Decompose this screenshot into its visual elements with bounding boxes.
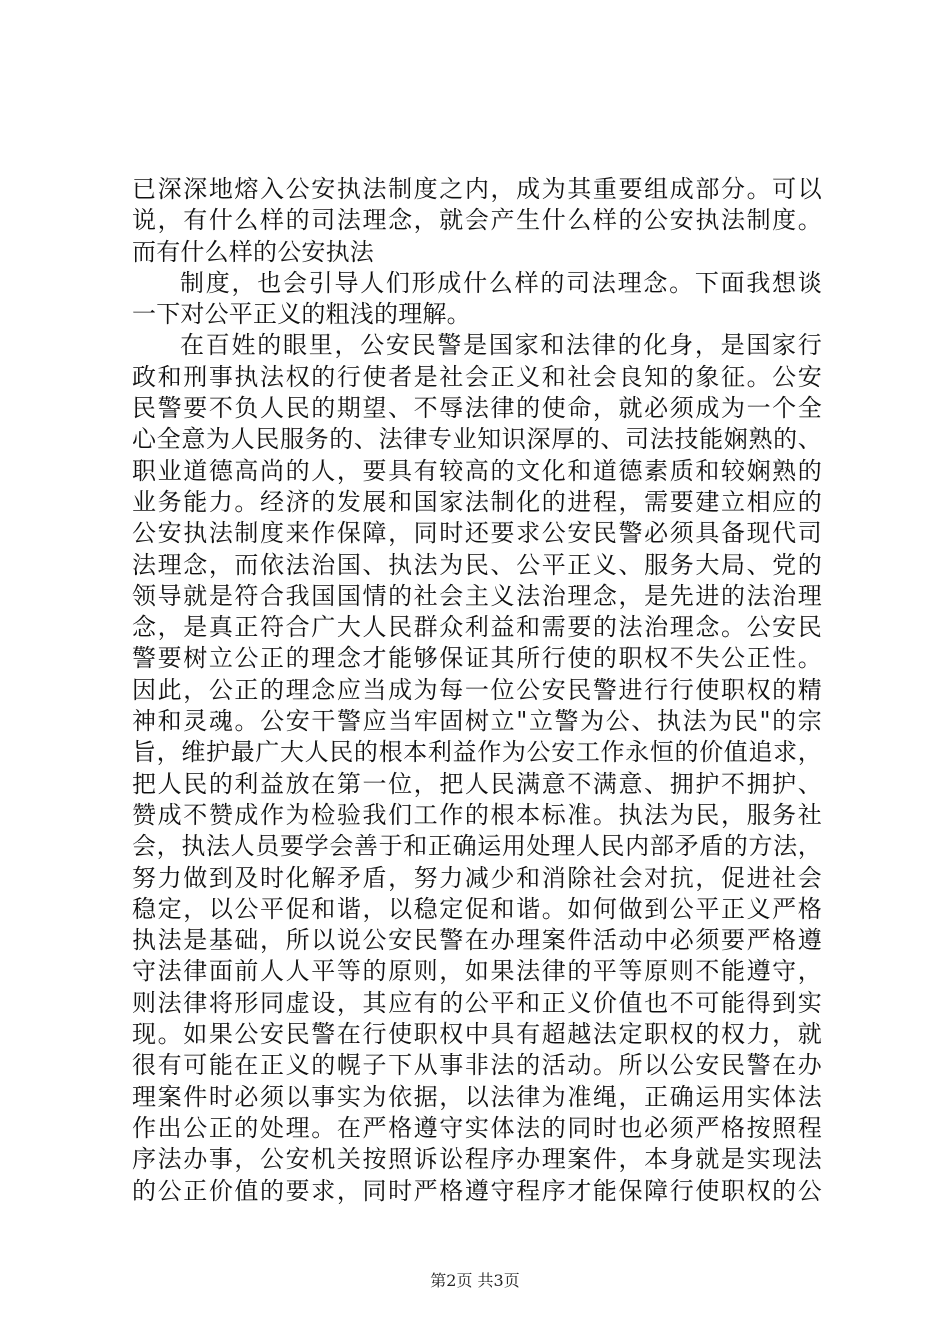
- text-line: 领导就是符合我国国情的社会主义法治理念，是先进的法治理: [132, 581, 822, 610]
- text-line: 说，有什么样的司法理念，就会产生什么样的公安执法制度。: [132, 206, 822, 235]
- text-line: 念，是真正符合广大人民群众利益和需要的法治理念。公安民: [132, 613, 822, 642]
- text-line: 职业道德高尚的人，要具有较高的文化和道德素质和较娴熟的: [132, 456, 822, 485]
- text-line: 序法办事，公安机关按照诉讼程序办理案件，本身就是实现法: [132, 1145, 822, 1174]
- text-line: 把人民的利益放在第一位，把人民满意不满意、拥护不拥护、: [132, 769, 822, 798]
- text-line: 心全意为人民服务的、法律专业知识深厚的、司法技能娴熟的、: [132, 425, 822, 454]
- text-line: 作出公正的处理。在严格遵守实体法的同时也必须严格按照程: [132, 1113, 822, 1142]
- text-line: 执法是基础，所以说公安民警在办理案件活动中必须要严格遵: [132, 926, 822, 955]
- text-line: 旨，维护最广大人民的根本利益作为公安工作永恒的价值追求，: [132, 738, 822, 767]
- text-line: 理案件时必须以事实为依据，以法律为准绳，正确运用实体法: [132, 1082, 822, 1111]
- text-line: 警要树立公正的理念才能够保证其所行使的职权不失公正性。: [132, 644, 822, 673]
- text-line: 因此，公正的理念应当成为每一位公安民警进行行使职权的精: [132, 675, 822, 704]
- text-line: 努力做到及时化解矛盾，努力减少和消除社会对抗，促进社会: [132, 863, 822, 892]
- text-line: 公安执法制度来作保障，同时还要求公安民警必须具备现代司: [132, 519, 822, 548]
- text-line: 法理念，而依法治国、执法为民、公平正义、服务大局、党的: [132, 550, 822, 579]
- text-line: 一下对公平正义的粗浅的理解。: [132, 300, 471, 329]
- text-line: 而有什么样的公安执法: [132, 237, 374, 266]
- text-line: 守法律面前人人平等的原则，如果法律的平等原则不能遵守，: [132, 957, 822, 986]
- text-line: 的公正价值的要求，同时严格遵守程序才能保障行使职权的公: [132, 1176, 822, 1205]
- page-number-label: 第2页 共3页: [430, 1271, 520, 1290]
- text-line: 则法律将形同虚设，其应有的公平和正义价值也不可能得到实: [132, 988, 822, 1017]
- text-line: 赞成不赞成作为检验我们工作的根本标准。执法为民，服务社: [132, 800, 822, 829]
- text-line: 稳定，以公平促和谐，以稳定促和谐。如何做到公平正义严格: [132, 894, 822, 923]
- text-line: 民警要不负人民的期望、不辱法律的使命，就必须成为一个全: [132, 394, 822, 423]
- document-body: [132, 174, 822, 1207]
- text-line: 现。如果公安民警在行使职权中具有超越法定职权的权力，就: [132, 1020, 822, 1049]
- text-line: 政和刑事执法权的行使者是社会正义和社会良知的象征。公安: [132, 362, 822, 391]
- text-line: 制度，也会引导人们形成什么样的司法理念。下面我想谈: [180, 268, 822, 297]
- text-line: 神和灵魂。公安干警应当牢固树立"立警为公、执法为民"的宗: [132, 707, 822, 736]
- text-line: 在百姓的眼里，公安民警是国家和法律的化身，是国家行: [180, 331, 822, 360]
- page-footer: [0, 1268, 950, 1291]
- text-line: 业务能力。经济的发展和国家法制化的进程，需要建立相应的: [132, 487, 822, 516]
- text-line: 很有可能在正义的幌子下从事非法的活动。所以公安民警在办: [132, 1051, 822, 1080]
- text-line: 会，执法人员要学会善于和正确运用处理人民内部矛盾的方法，: [132, 832, 822, 861]
- text-line: 已深深地熔入公安执法制度之内，成为其重要组成部分。可以: [132, 175, 822, 203]
